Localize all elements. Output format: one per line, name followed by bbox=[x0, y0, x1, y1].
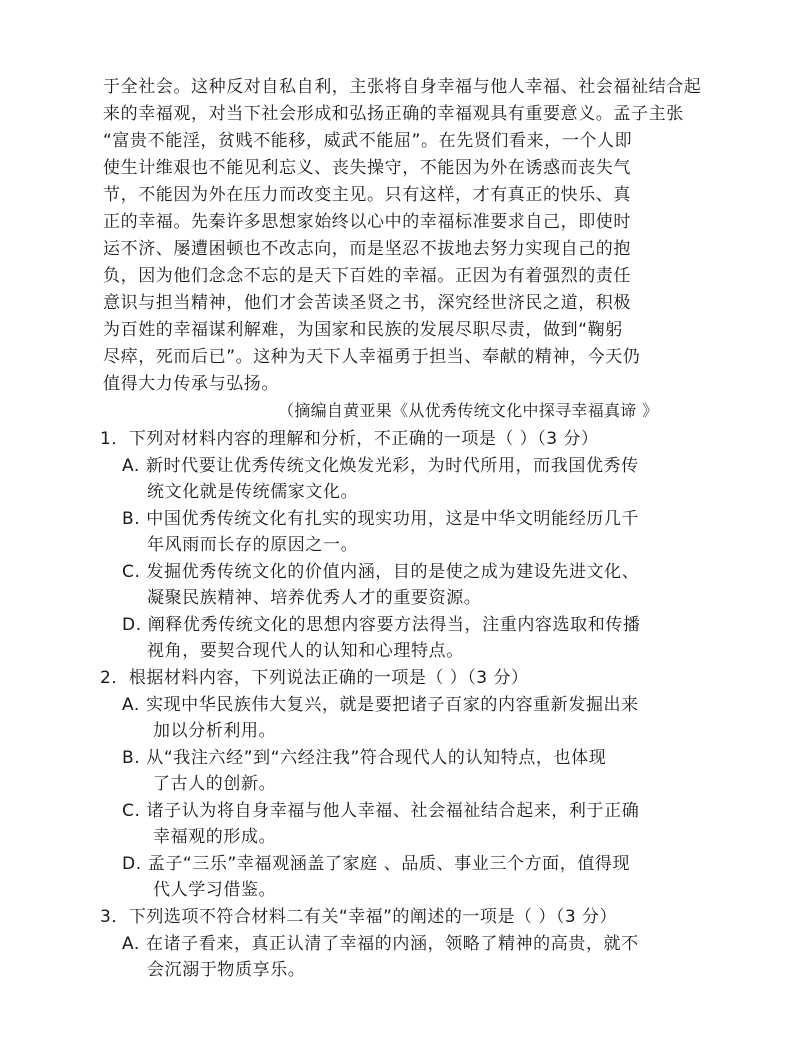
option-b[interactable] bbox=[122, 508, 639, 530]
passage-line: 运不济、屡遭困顿也不改志向，而是坚忍不拔地去努力实现自己的抱 bbox=[103, 239, 631, 259]
option-a[interactable] bbox=[122, 694, 639, 716]
question-stem: 2．根据材料内容，下列说法正确的一项是（ ）（3 分） bbox=[100, 668, 529, 688]
passage-line: 尽瘁，死而后已”。这种为天下人幸福勇于担当、奉献的精神，今天仍 bbox=[103, 347, 641, 367]
option-text: 新时代要让优秀传统文化焕发光彩，为时代所用，而我国优秀传 bbox=[145, 456, 639, 476]
option-label: A. bbox=[122, 456, 140, 476]
passage-line: 为百姓的幸福谋利解难，为国家和民族的发展尽职尽责，做到“鞠躬 bbox=[103, 320, 623, 340]
option-text-cont: 年风雨而长存的原因之一。 bbox=[147, 535, 359, 555]
option-text: 孟子“三乐”幸福观涵盖了家庭 、品质、事业三个方面，值得现 bbox=[147, 854, 631, 874]
option-label: C. bbox=[122, 801, 141, 821]
option-label: C. bbox=[122, 562, 141, 582]
passage-line: 于全社会。这种反对自私自利，主张将自身幸福与他人幸福、社会福祉结合起 bbox=[103, 77, 702, 97]
passage-line: 来的幸福观，对当下社会形成和弘扬正确的幸福观具有重要意义。孟子主张 bbox=[103, 104, 684, 124]
option-label: A. bbox=[122, 695, 140, 715]
option-c[interactable] bbox=[122, 561, 639, 583]
option-text: 发掘优秀传统文化的价值内涵，目的是使之成为建设先进文化、 bbox=[146, 562, 640, 582]
passage-source: （摘编自黄亚果《从优秀传统文化中探寻幸福真谛 》 bbox=[278, 401, 659, 420]
option-text-cont: 视角，要契合现代人的认知和心理特点。 bbox=[147, 641, 464, 661]
option-label: D. bbox=[122, 615, 142, 635]
option-text-cont: 代人学习借鉴。 bbox=[153, 880, 277, 900]
option-a[interactable] bbox=[122, 933, 639, 955]
option-c[interactable] bbox=[122, 800, 639, 822]
option-text: 从“我注六经”到“六经注我”符合现代人的认知特点，也体现 bbox=[146, 748, 607, 768]
passage-line: 意识与担当精神，他们才会苦读圣贤之书，深究经世济民之道，积极 bbox=[103, 293, 631, 313]
option-a[interactable] bbox=[122, 455, 639, 477]
option-b[interactable] bbox=[122, 747, 606, 769]
option-label: A. bbox=[122, 934, 140, 954]
option-text: 实现中华民族伟大复兴，就是要把诸子百家的内容重新发掘出来 bbox=[145, 695, 639, 715]
passage-line: 负，因为他们念念不忘的是天下百姓的幸福。正因为有着强烈的责任 bbox=[103, 266, 631, 286]
option-text-cont: 统文化就是传统儒家文化。 bbox=[147, 482, 359, 502]
passage-line: 正的幸福。先秦许多思想家始终以心中的幸福标准要求自己，即使时 bbox=[103, 212, 631, 232]
question-stem: 1．下列对材料内容的理解和分析，不正确的一项是（ ）（3 分） bbox=[100, 429, 599, 449]
question-stem: 3．下列选项不符合材料二有关“幸福”的阐述的一项是（ ）（3 分） bbox=[100, 907, 618, 927]
option-label: B. bbox=[122, 748, 141, 768]
option-d[interactable] bbox=[122, 853, 630, 875]
option-text: 在诸子看来，真正认清了幸福的内涵，领略了精神的高贵，就不 bbox=[145, 934, 639, 954]
option-text-cont: 凝聚民族精神、培养优秀人才的重要资源。 bbox=[147, 588, 482, 608]
option-text: 诸子认为将自身幸福与他人幸福、社会福祉结合起来，利于正确 bbox=[146, 801, 640, 821]
option-label: D. bbox=[122, 854, 142, 874]
option-text-cont: 会沉溺于物质享乐。 bbox=[147, 960, 306, 980]
option-label: B. bbox=[122, 509, 141, 529]
passage-line: 节，不能因为外在压力而改变主见。只有这样，才有真正的快乐、真 bbox=[103, 185, 631, 205]
passage-line: 使生计维艰也不能见利忘义、丧失操守，不能因为外在诱惑而丧失气 bbox=[103, 158, 631, 178]
passage-line: 值得大力传承与弘扬。 bbox=[103, 374, 279, 394]
option-text-cont: 加以分析利用。 bbox=[153, 721, 277, 741]
passage-line: “富贵不能淫，贫贱不能移，威武不能屈”。在先贤们看来，一个人即 bbox=[103, 131, 633, 151]
option-text-cont: 了古人的创新。 bbox=[153, 774, 277, 794]
option-d[interactable] bbox=[122, 614, 641, 636]
option-text: 中国优秀传统文化有扎实的现实功用，这是中华文明能经历几千 bbox=[146, 509, 640, 529]
option-text: 阐释优秀传统文化的思想内容要方法得当，注重内容选取和传播 bbox=[147, 615, 641, 635]
option-text-cont: 幸福观的形成。 bbox=[153, 827, 277, 847]
